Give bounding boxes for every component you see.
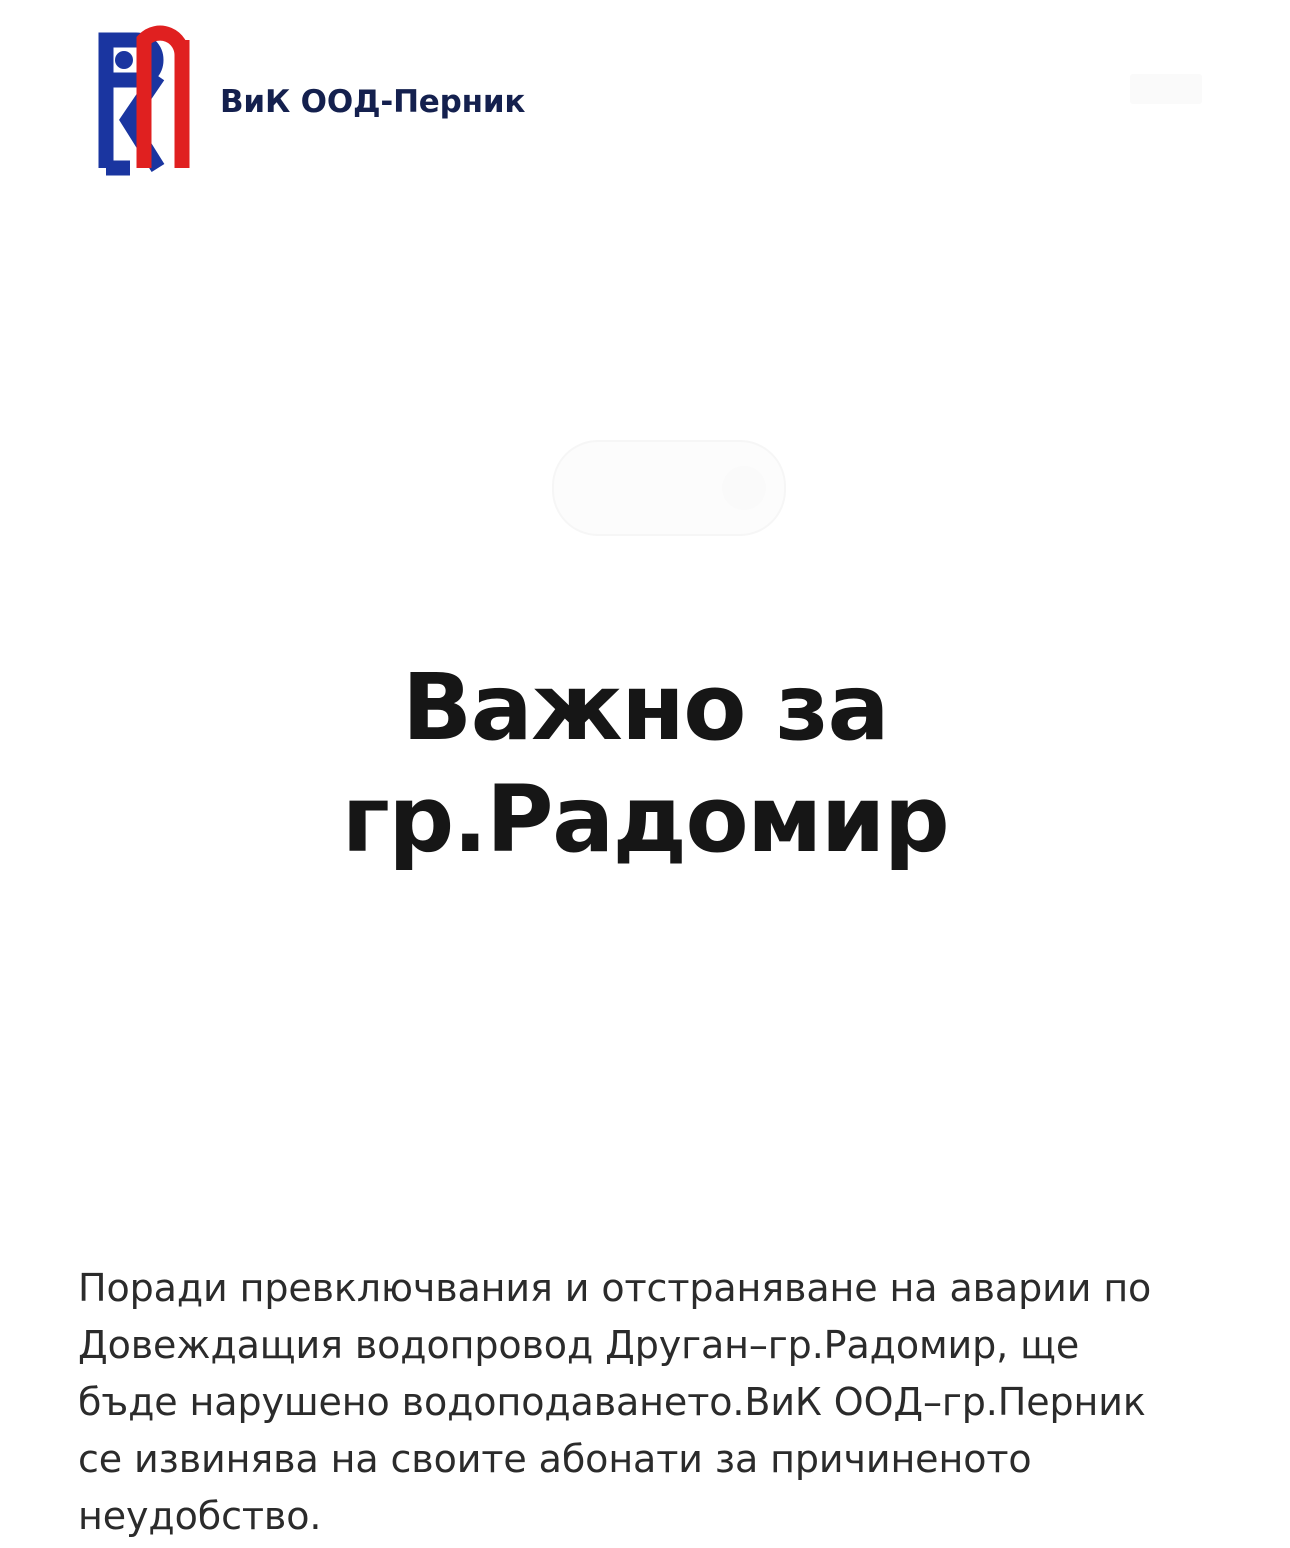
brand-logo-block[interactable] [72, 18, 525, 186]
vik-pernik-logo-icon [72, 18, 204, 186]
page-title: Важно за гр.Радомир [341, 653, 949, 873]
brand-name-label: ВиК ООД-Перник [220, 84, 526, 120]
background-watermark-shape [552, 440, 786, 536]
header-placeholder-block [1130, 74, 1202, 104]
announcement-paragraph: Поради превключвания и отстраняване на аварии по Довеждащия водопровод Друган–гр.Радомир, ще бъде нарушено водоподаването.ВиК ООД–гр.Перник се извинява на своите абонати за причиненото неудобство. [78, 1266, 1152, 1538]
page-header [0, 0, 1290, 210]
